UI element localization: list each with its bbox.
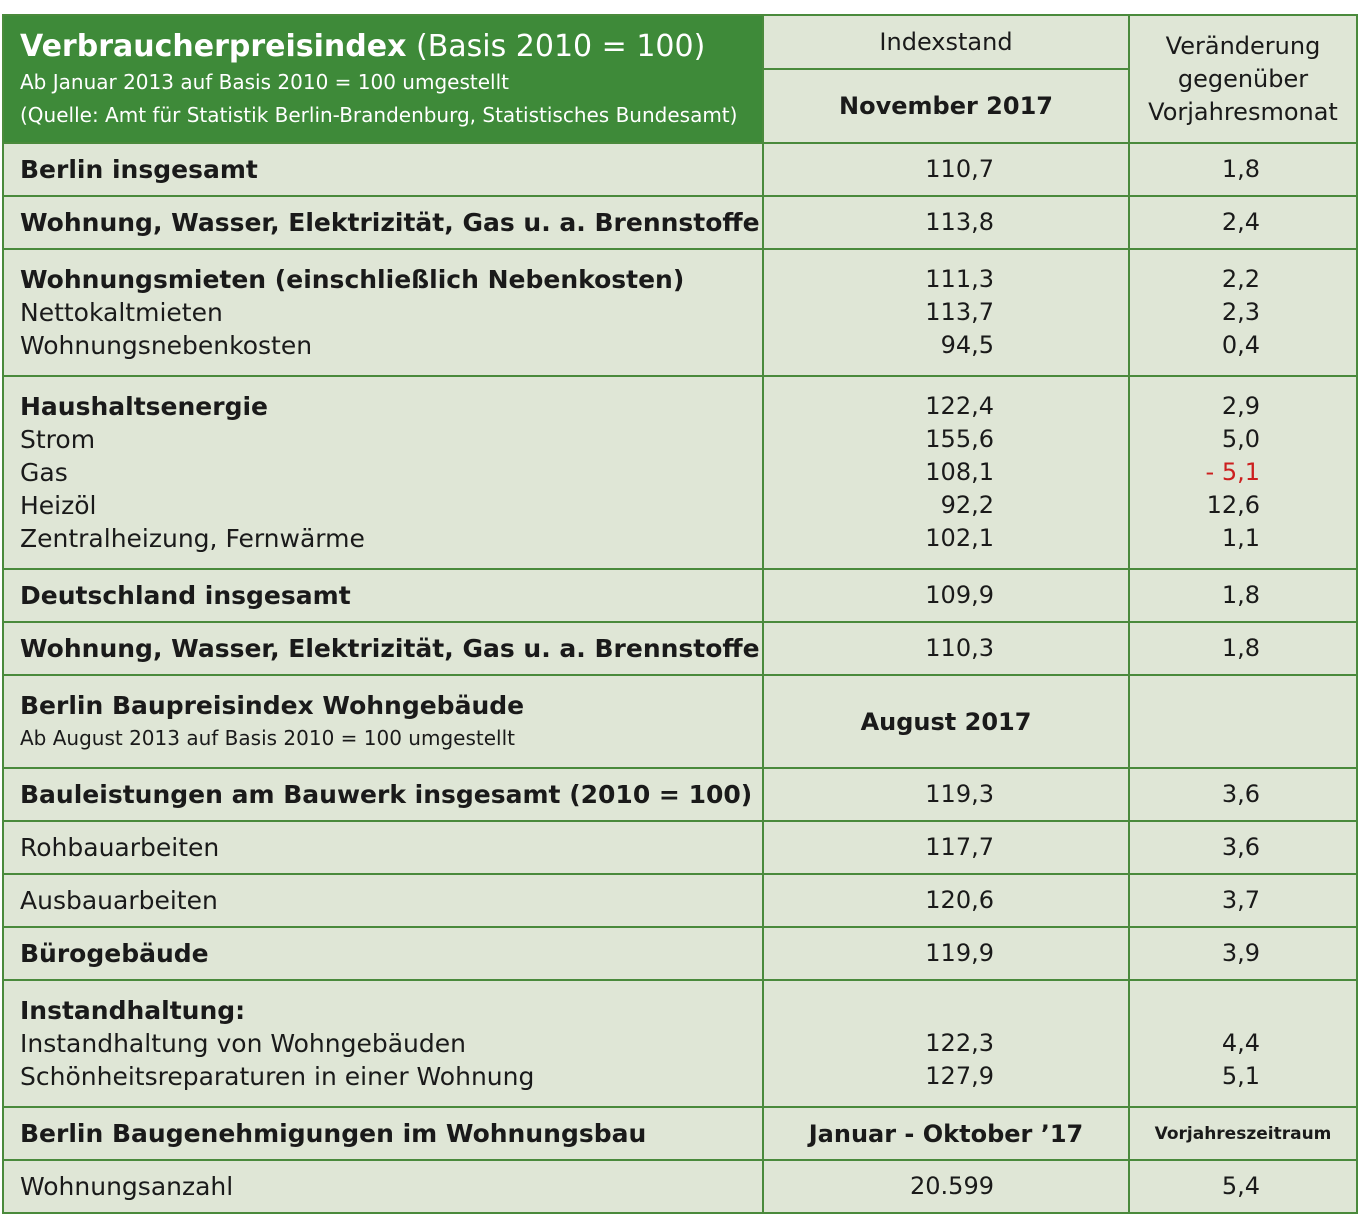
change-value: 2,3	[1221, 298, 1260, 326]
table-row	[3, 980, 1357, 1107]
row-change-cell	[1129, 874, 1357, 927]
column-header-period: November 2017	[763, 69, 1129, 143]
baupreisindex-note: Ab August 2013 auf Basis 2010 = 100 umgestellt	[20, 726, 515, 750]
table-row	[3, 196, 1357, 249]
row-label-wohnung-wasser-elektrizitaet-gas-u-a-brennstoffe: Wohnung, Wasser, Elektrizität, Gas u. a. Brennstoffe	[20, 208, 760, 237]
baugenehmigungen-period: Januar - Oktober ’17	[763, 1107, 1129, 1160]
row-label-cell	[3, 874, 763, 927]
change-value: 2,9	[1221, 392, 1260, 420]
row-label-wohnungsnebenkosten: Wohnungsnebenkosten	[20, 331, 313, 360]
row-index-cell	[763, 927, 1129, 980]
price-index-table	[2, 14, 1358, 1214]
index-value: 113,8	[925, 208, 994, 236]
baugenehmigungen-change-header: Vorjahreszeitraum	[1129, 1107, 1357, 1160]
index-value	[764, 994, 994, 1027]
change-value: 3,9	[1221, 939, 1260, 967]
row-label-berlin-insgesamt: Berlin insgesamt	[20, 155, 258, 184]
baupreisindex-change-header	[1129, 675, 1357, 768]
column-header-indexstand: Indexstand	[763, 15, 1129, 69]
index-value: 119,3	[925, 780, 994, 808]
row-label-cell	[3, 1160, 763, 1213]
change-value: 4,4	[1221, 1029, 1260, 1057]
row-change-cell	[1129, 622, 1357, 675]
change-value: 1,1	[1221, 524, 1260, 552]
row-index-cell	[763, 569, 1129, 622]
row-label-wohnungsanzahl: Wohnungsanzahl	[20, 1172, 234, 1201]
row-index-cell	[763, 376, 1129, 569]
row-label-cell	[3, 927, 763, 980]
row-index-cell	[763, 249, 1129, 376]
index-value: 120,6	[925, 886, 994, 914]
table-row	[3, 569, 1357, 622]
row-change-cell	[1129, 569, 1357, 622]
index-value: 117,7	[925, 833, 994, 861]
change-value: 3,6	[1221, 833, 1260, 861]
row-label-buerogebaeude: Bürogebäude	[20, 939, 209, 968]
baupreisindex-title-cell	[3, 675, 763, 768]
baupreisindex-period: August 2017	[763, 675, 1129, 768]
table-row	[3, 1160, 1357, 1213]
row-label-deutschland-insgesamt: Deutschland insgesamt	[20, 581, 351, 610]
column-header-veraenderung: Veränderung gegenüber Vorjahresmonat	[1129, 15, 1357, 143]
index-value: 92,2	[940, 491, 994, 519]
row-change-cell	[1129, 927, 1357, 980]
change-value: 5,0	[1221, 425, 1260, 453]
table-title-cell	[3, 15, 763, 143]
change-value	[1130, 994, 1260, 1027]
row-label-cell	[3, 196, 763, 249]
row-label-zentralheizung-fernwaerme: Zentralheizung, Fernwärme	[20, 524, 365, 553]
row-index-cell	[763, 768, 1129, 821]
row-label-heizoel: Heizöl	[20, 491, 97, 520]
table-row	[3, 249, 1357, 376]
row-label-haushaltsenergie: Haushaltsenergie	[20, 392, 268, 421]
index-value: 110,7	[925, 155, 994, 183]
row-change-cell	[1129, 980, 1357, 1107]
baugenehmigungen-title-cell	[3, 1107, 763, 1160]
change-value: 1,8	[1221, 581, 1260, 609]
row-change-cell	[1129, 376, 1357, 569]
row-label-bauleistungen-am-bauwerk-insgesamt-2010-100: Bauleistungen am Bauwerk insgesamt (2010 = 100)	[20, 780, 753, 809]
index-value: 20.599	[910, 1172, 994, 1200]
index-value: 102,1	[925, 524, 994, 552]
row-label-wohnung-wasser-elektrizitaet-gas-u-a-brennstoffe: Wohnung, Wasser, Elektrizität, Gas u. a. Brennstoffe	[20, 634, 760, 663]
table-row	[3, 874, 1357, 927]
row-label-cell	[3, 249, 763, 376]
table-row	[3, 143, 1357, 196]
change-value: 2,4	[1221, 208, 1260, 236]
row-label-schoenheitsreparaturen-in-einer-wohnung: Schönheitsreparaturen in einer Wohnung	[20, 1062, 535, 1091]
change-value: 5,4	[1221, 1172, 1260, 1200]
row-label-cell	[3, 376, 763, 569]
change-value: 5,1	[1221, 1062, 1260, 1090]
row-label-instandhaltung-von-wohngebaeuden: Instandhaltung von Wohngebäuden	[20, 1029, 466, 1058]
row-label-cell	[3, 768, 763, 821]
row-label-strom: Strom	[20, 425, 96, 454]
index-value: 113,7	[925, 298, 994, 326]
change-value: 2,2	[1221, 265, 1260, 293]
row-index-cell	[763, 980, 1129, 1107]
table-note-basis: Ab Januar 2013 auf Basis 2010 = 100 umgestellt	[20, 70, 509, 94]
index-value: 111,3	[925, 265, 994, 293]
baugenehmigungen-title: Berlin Baugenehmigungen im Wohnungsbau	[20, 1119, 647, 1148]
row-label-rohbauarbeiten: Rohbauarbeiten	[20, 833, 220, 862]
index-value: 110,3	[925, 634, 994, 662]
row-label-cell	[3, 821, 763, 874]
change-value: 1,8	[1221, 155, 1260, 183]
index-value: 122,3	[925, 1029, 994, 1057]
row-index-cell	[763, 196, 1129, 249]
row-index-cell	[763, 821, 1129, 874]
header-row-top	[3, 15, 1357, 69]
row-index-cell	[763, 622, 1129, 675]
table-row	[3, 376, 1357, 569]
table-row	[3, 821, 1357, 874]
row-index-cell	[763, 143, 1129, 196]
row-change-cell	[1129, 249, 1357, 376]
row-change-cell	[1129, 1160, 1357, 1213]
row-index-cell	[763, 874, 1129, 927]
index-value: 122,4	[925, 392, 994, 420]
index-value: 155,6	[925, 425, 994, 453]
row-change-cell	[1129, 821, 1357, 874]
table-row	[3, 622, 1357, 675]
index-value: 119,9	[925, 939, 994, 967]
row-label-cell	[3, 569, 763, 622]
change-value: 0,4	[1221, 331, 1260, 359]
row-index-cell	[763, 1160, 1129, 1213]
index-value: 109,9	[925, 581, 994, 609]
row-label-cell	[3, 622, 763, 675]
change-value: 3,6	[1221, 780, 1260, 808]
table-row	[3, 768, 1357, 821]
baugenehmigungen-header-row	[3, 1107, 1357, 1160]
row-label-wohnungsmieten-einschliesslich-nebenkosten: Wohnungsmieten (einschließlich Nebenkosten)	[20, 265, 685, 294]
row-label-gas: Gas	[20, 458, 68, 487]
row-label-instandhaltung: Instandhaltung:	[20, 996, 246, 1025]
row-label-nettokaltmieten: Nettokaltmieten	[20, 298, 223, 327]
change-value: 1,8	[1221, 634, 1260, 662]
row-change-cell	[1129, 143, 1357, 196]
index-value: 94,5	[940, 331, 994, 359]
change-value: 3,7	[1221, 886, 1260, 914]
row-label-cell	[3, 980, 763, 1107]
row-change-cell	[1129, 196, 1357, 249]
table-title: Verbraucherpreisindex (Basis 2010 = 100)	[20, 29, 706, 64]
row-change-cell	[1129, 768, 1357, 821]
baupreisindex-header-row	[3, 675, 1357, 768]
table-note-source: (Quelle: Amt für Statistik Berlin-Brandenburg, Statistisches Bundesamt)	[20, 103, 738, 127]
baupreisindex-title: Berlin Baupreisindex Wohngebäude	[20, 691, 525, 720]
change-value: - 5,1	[1205, 458, 1260, 486]
index-value: 108,1	[925, 458, 994, 486]
table-row	[3, 927, 1357, 980]
row-label-ausbauarbeiten: Ausbauarbeiten	[20, 886, 218, 915]
row-label-cell	[3, 143, 763, 196]
index-value: 127,9	[925, 1062, 994, 1090]
change-value: 12,6	[1206, 491, 1260, 519]
